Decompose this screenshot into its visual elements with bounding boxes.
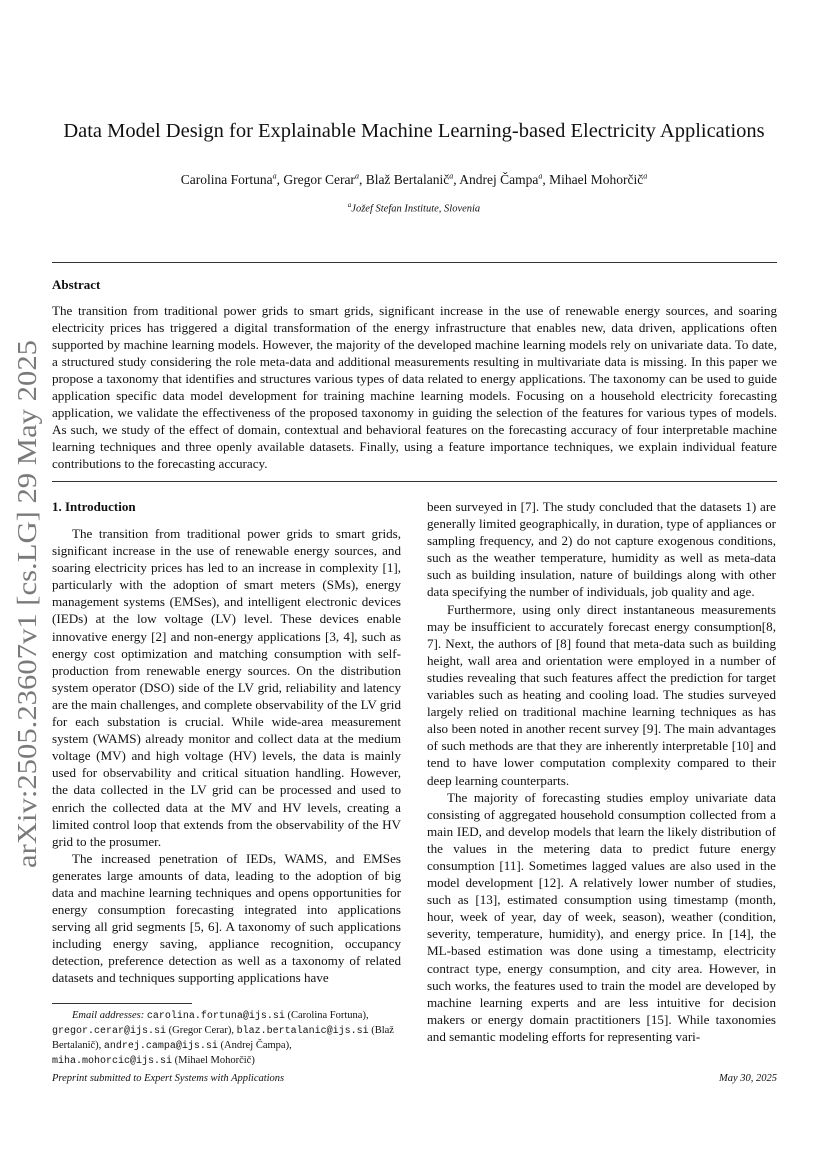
abstract-top-rule bbox=[52, 262, 777, 263]
email-link[interactable]: miha.mohorcic@ijs.si bbox=[52, 1056, 173, 1067]
author: Andrej Čampa$^a$, bbox=[459, 171, 550, 187]
abstract-text: The transition from traditional power grids to smart grids, significant increase in the use of renewable energy sources, and soaring electricity prices has triggered a digital transformation of the energy infrastructure that enables new, data driven, applications often supported by machine learning models. However, the majority of the developed machine learning models rely on univariate data. To date, a structured study considering the role meta-data and additional measurements resulting in multivariate data is missing. In this paper we propose a taxonomy that identifies and structures various types of data related to energy applications. The taxonomy can be used to guide application specific data model development for training machine learning models. Focusing on a household electricity forecasting application, we validate the effectiveness of the proposed taxonomy in guiding the selection of the features for various types of models. As such, we study of the effect of domain, contextual and behavioral features on the forecasting accuracy of four interpretable machine learning techniques and three openly available datasets. Finally, using a feature importance techniques, we explain individual feature contributions to the forecasting accuracy. bbox=[52, 303, 777, 471]
author: Gregor Cerar$^a$, bbox=[283, 171, 366, 187]
author: Mihael Mohorčič$^a$ bbox=[549, 171, 648, 187]
affiliation: $^a$Jožef Stefan Institute, Slovenia bbox=[347, 201, 481, 215]
author: Carolina Fortuna$^a$, bbox=[180, 171, 284, 187]
arxiv-stamp bbox=[5, 338, 45, 868]
paragraph: The transition from traditional power grids to smart grids, significant increase in the use of renewable energy sources, and soaring electricity prices has led to an increase in complexity [1], particularly with the adoption of smart meters (SMs), energy management systems (EMSes), and intelligent electronic devices (IEDs) at the low voltage (LV) level. These devices enable innovative energy [2] and non-energy applications [3, 4], such as energy cost optimization and matching consumption with self-production from renewable energy sources. On the distribution system operator (DSO) side of the LV grid, reliability and latency are the main challenges, and complete observability of the LV grid for each substation is crucial. While wide-area measurement system (WAMS) already monitor and collect data at the medium voltage (MV) and high voltage (HV) levels, the data is mainly used for observability and critical situation handling. However, the data collected in the LV grid can be processed and used to enrich the collected data at the MV and HV levels, creating a limited control loop that extends from the observability of the HV grid to the prosumer. bbox=[52, 526, 401, 849]
arxiv-stamp-text: arXiv:2505.23607v1 [cs.LG] 29 May 2025 bbox=[11, 394, 42, 868]
abstract-heading: Abstract bbox=[52, 277, 101, 292]
right-column bbox=[427, 498, 776, 1045]
footnote-emails: Email addresses: carolina.fortuna@ijs.si (Carolina Fortuna), gregor.cerar@ijs.si (Gregor Cerar), blaz.bertalanic@ijs.si (Blaž Bertalanič), andrej.campa@ijs.si (Andrej Čampa), miha.mohorcic@ijs.si (Mihael Mohorčič) bbox=[52, 1010, 394, 1067]
section-heading: 1. Introduction bbox=[52, 499, 136, 514]
paragraph: The majority of forecasting studies employ univariate data consisting of aggregated household consumption collected from a main IED, and develop models that learn the likely distribution of the values in the metering data to predict future energy consumption [11]. Sometimes lagged values are also used in the model development [12]. A relatively lower number of studies, such as [13], estimated consumption using timestamp (month, hour, week of year, day of week, season), weather (condition, severity, temperature, humidity), and energy price. In [14], the ML-based estimation was done using a timestamp, electricity contract type, energy consumption, and city area. However, in such works, the features used to train the model are developed by machine learning experts and are less intuitive for decision makers or energy domain practitioners [15]. While taxonomies and semantic modeling efforts for representing vari- bbox=[427, 789, 776, 1044]
left-column bbox=[52, 498, 401, 987]
paragraph: been surveyed in [7]. The study concluded that the datasets 1) are generally limited geographically, in duration, type of appliances or sampling frequency, and 2) do not capture exogenous conditions, such as the weather temperature, humidity as well as meta-data such as building insulation, nature of buildings along with other data specifying the number of individuals, job quality and age. bbox=[427, 499, 776, 600]
footnote-rule bbox=[52, 1003, 192, 1004]
footer-date: May 30, 2025 bbox=[718, 1073, 777, 1084]
paragraph: Furthermore, using only direct instantaneous measurements may be insufficient to accurately forecast energy consumption[8, 7]. Next, the authors of [8] found that meta-data such as building height, wall area and orientation were employed in a number of studies revealing that such features affect the prediction for target variables such as heating and cooling load. The studies surveyed largely relied on traditional machine learning techniques as has also been noted in another recent survey [9]. The main advantages of such methods are that they are inherently interpretable [10] and tend to have lower computation complexity compared to their deep learning counterparts. bbox=[427, 601, 776, 788]
email-link[interactable]: carolina.fortuna@ijs.si bbox=[146, 1011, 285, 1022]
arxiv-stamp-svg bbox=[5, 338, 45, 868]
author-list bbox=[40, 171, 788, 188]
author: Blaž Bertalanič$^a$, bbox=[365, 171, 460, 187]
abstract-bottom-rule bbox=[52, 481, 777, 482]
email-link[interactable]: gregor.cerar@ijs.si bbox=[52, 1026, 167, 1037]
paper-title: Data Model Design for Explainable Machine Learning-based Electricity Applications bbox=[63, 120, 765, 142]
footer-journal: Preprint submitted to Expert Systems with Applications bbox=[52, 1073, 285, 1084]
email-link[interactable]: andrej.campa@ijs.si bbox=[103, 1041, 218, 1052]
email-link[interactable]: blaz.bertalanic@ijs.si bbox=[236, 1026, 369, 1037]
paragraph: The increased penetration of IEDs, WAMS, and EMSes generates large amounts of data, leading to the adoption of big data and machine learning techniques and opens opportunities for energy consumption forecasting integrated into applications serving all grid segments [5, 6]. A taxonomy of such applications including energy saving, appliance recognition, occupancy detection, preference detection as well as a taxonomy of related datasets and techniques supporting applications have bbox=[52, 850, 401, 986]
